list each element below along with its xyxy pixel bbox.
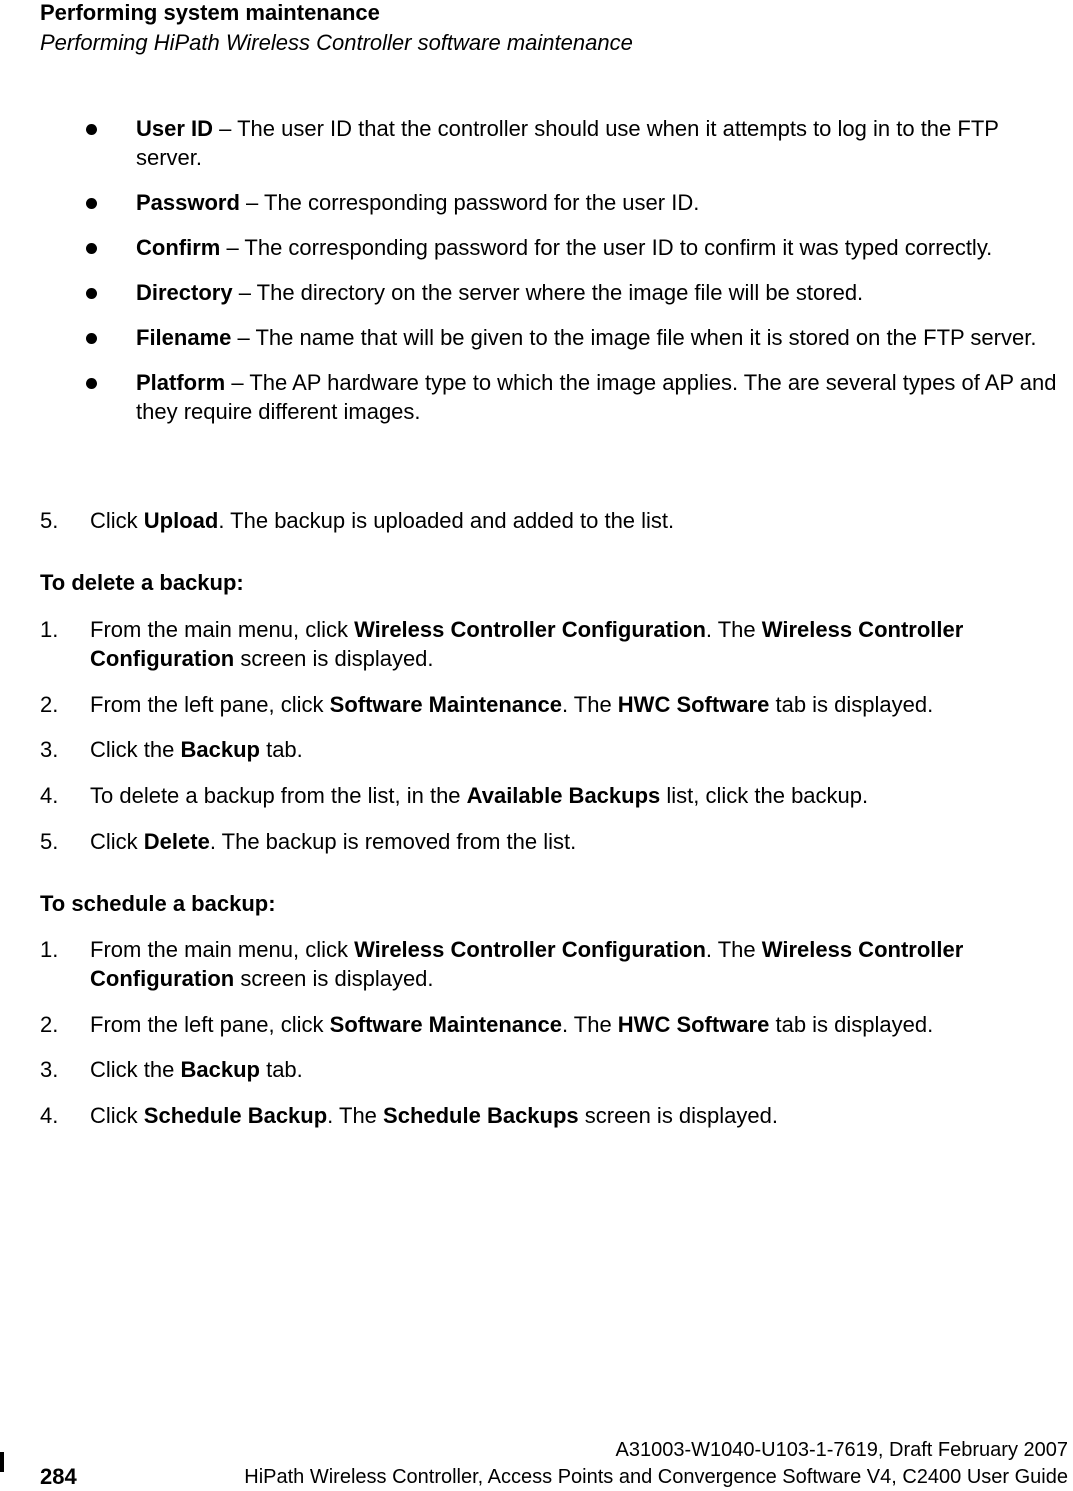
bullet-icon bbox=[86, 243, 97, 254]
schedule-step-1 bbox=[0, 935, 1073, 993]
delete-step-2 bbox=[0, 690, 1073, 719]
description: – The name that will be given to the image file when it is stored on the FTP server. bbox=[231, 325, 1037, 350]
step-number: 3. bbox=[40, 737, 59, 762]
description: – The AP hardware type to which the image applies. The are several types of AP and they require different images. bbox=[136, 370, 1057, 424]
description: – The corresponding password for the user ID to confirm it was typed correctly. bbox=[220, 235, 993, 260]
schedule-step-2 bbox=[0, 1010, 1073, 1039]
bullet-icon bbox=[86, 198, 97, 209]
term: Password bbox=[136, 190, 240, 215]
term: Platform bbox=[136, 370, 226, 395]
delete-step-4 bbox=[0, 781, 1073, 810]
delete-step-1 bbox=[0, 615, 1073, 673]
schedule-step-3 bbox=[0, 1055, 1073, 1084]
bullet-icon bbox=[86, 124, 97, 135]
step-number: 4. bbox=[40, 783, 59, 808]
bullet-icon bbox=[86, 333, 97, 344]
term: Confirm bbox=[136, 235, 221, 260]
delete-step-3 bbox=[0, 735, 1073, 764]
term: Directory bbox=[136, 280, 233, 305]
term: Filename bbox=[136, 325, 232, 350]
page-header-subtitle: Performing HiPath Wireless Controller software maintenance bbox=[40, 30, 633, 55]
step-text: Click Delete. The backup is removed from the list. bbox=[90, 829, 577, 854]
step-number: 4. bbox=[40, 1103, 59, 1128]
step-number: 1. bbox=[40, 937, 59, 962]
step-text: Click Schedule Backup. The Schedule Backups screen is displayed. bbox=[90, 1103, 778, 1128]
step-number: 3. bbox=[40, 1057, 59, 1082]
page-header-title: Performing system maintenance bbox=[40, 0, 380, 25]
field-description-list bbox=[0, 114, 1073, 442]
description: – The corresponding password for the user ID. bbox=[239, 190, 700, 215]
delete-step-5 bbox=[0, 827, 1073, 856]
step-number: 5. bbox=[40, 508, 59, 533]
page-number: 284 bbox=[40, 1464, 77, 1489]
list-item bbox=[0, 278, 1073, 307]
step-text: Click Upload. The backup is uploaded and added to the list. bbox=[90, 508, 675, 533]
step-number: 2. bbox=[40, 1012, 59, 1037]
footer-guide-title: HiPath Wireless Controller, Access Points and Convergence Software V4, C2400 User Guide bbox=[244, 1466, 1068, 1488]
list-item bbox=[0, 323, 1073, 352]
footer-doc-id: A31003-W1040-U103-1-7619, Draft February 2007 bbox=[615, 1439, 1068, 1461]
list-item bbox=[0, 233, 1073, 262]
upload-step bbox=[0, 506, 1073, 535]
delete-backup-heading: To delete a backup: bbox=[40, 570, 244, 595]
bullet-icon bbox=[86, 378, 97, 389]
description: – The user ID that the controller should use when it attempts to log in to the FTP server. bbox=[136, 116, 999, 170]
step-number: 2. bbox=[40, 692, 59, 717]
step-text: From the left pane, click Software Maintenance. The HWC Software tab is displayed. bbox=[90, 1012, 934, 1037]
step-text: From the main menu, click Wireless Controller Configuration. The Wireless Controller Configuration screen is displayed. bbox=[90, 617, 964, 671]
schedule-backup-heading: To schedule a backup: bbox=[40, 891, 276, 916]
step-text: Click the Backup tab. bbox=[90, 1057, 303, 1082]
step-text: Click the Backup tab. bbox=[90, 737, 303, 762]
list-item bbox=[0, 114, 1073, 172]
list-item bbox=[0, 188, 1073, 217]
step-text: To delete a backup from the list, in the Available Backups list, click the backup. bbox=[90, 783, 869, 808]
step-text: From the main menu, click Wireless Controller Configuration. The Wireless Controller Configuration screen is displayed. bbox=[90, 937, 964, 991]
schedule-step-4 bbox=[0, 1101, 1073, 1130]
step-number: 5. bbox=[40, 829, 59, 854]
list-item bbox=[0, 368, 1073, 426]
description: – The directory on the server where the image file will be stored. bbox=[232, 280, 864, 305]
bullet-icon bbox=[86, 288, 97, 299]
change-bar bbox=[0, 1452, 4, 1472]
step-number: 1. bbox=[40, 617, 59, 642]
step-text: From the left pane, click Software Maintenance. The HWC Software tab is displayed. bbox=[90, 692, 934, 717]
term: User ID bbox=[136, 116, 214, 141]
